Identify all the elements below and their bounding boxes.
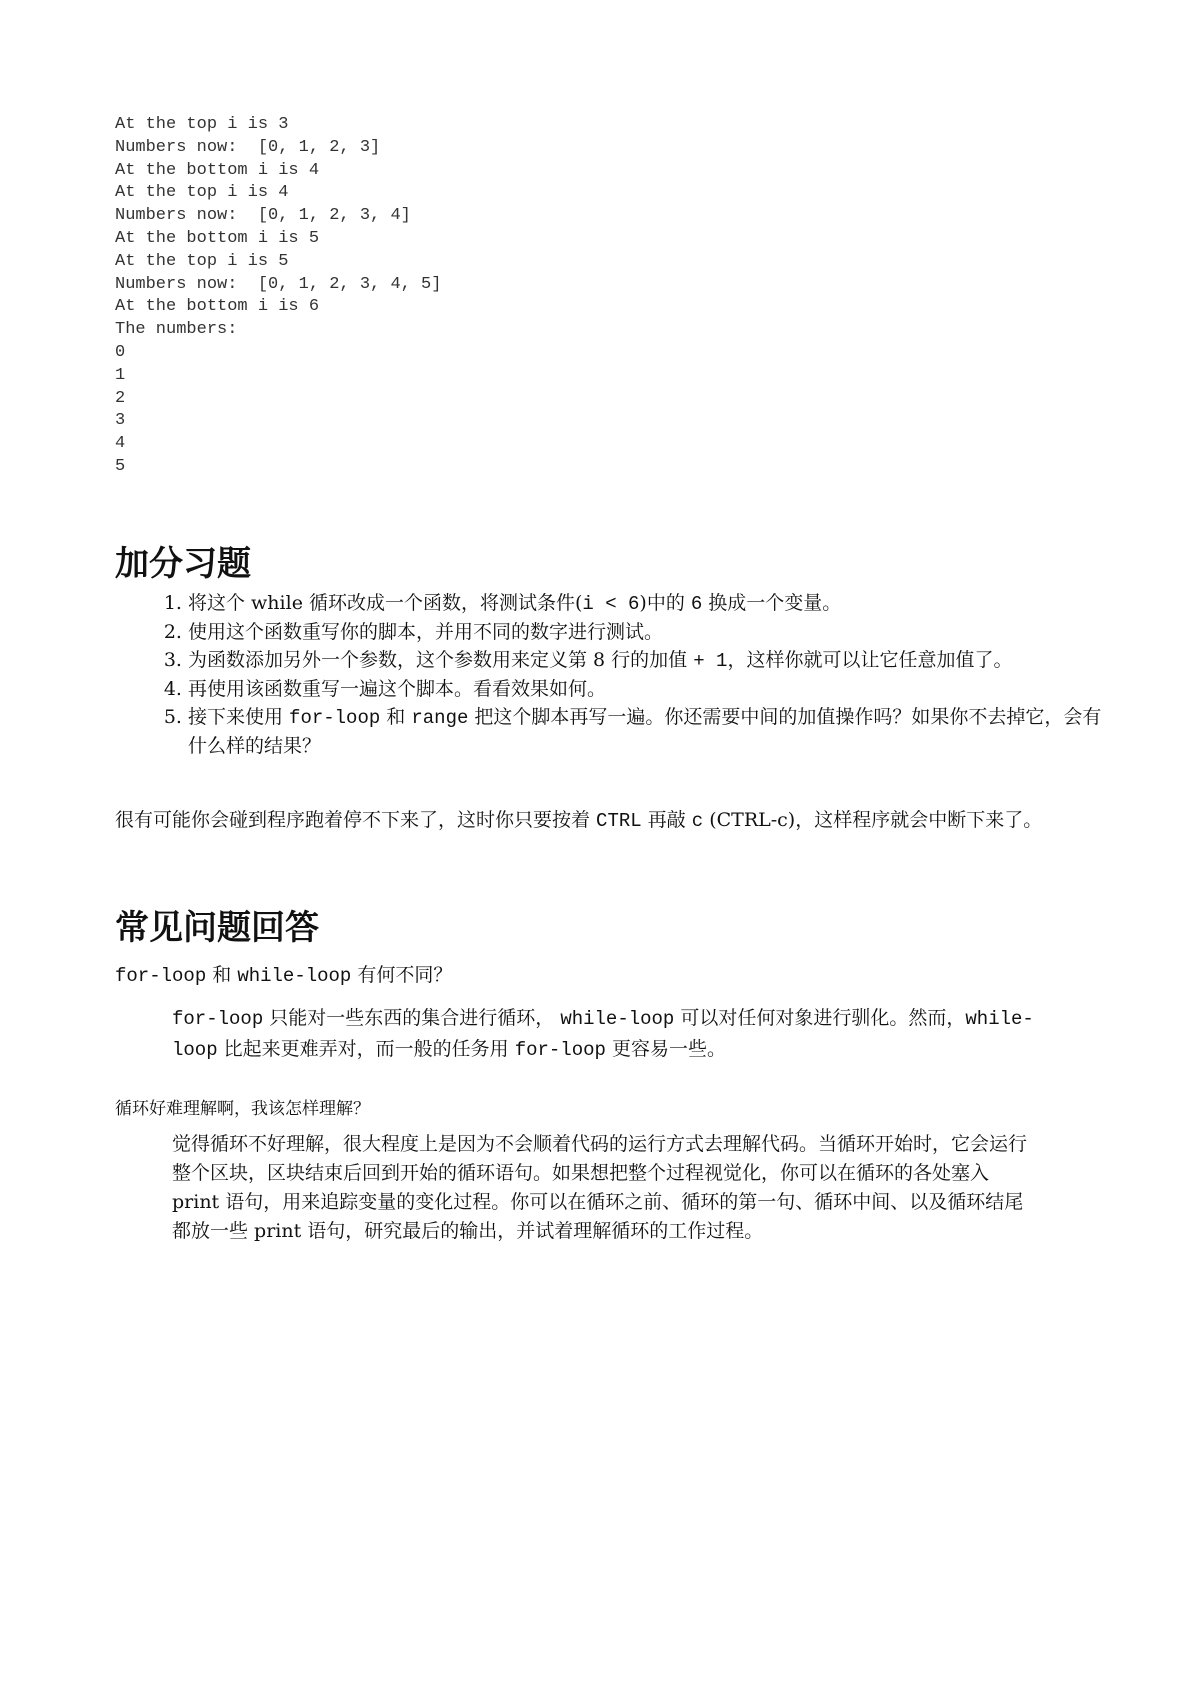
list-item: 2. 使用这个函数重写你的脚本，并用不同的数字进行测试。	[188, 618, 1118, 646]
extra-credit-heading: 加分习题	[115, 544, 251, 584]
code-line: At the top i is 5	[115, 251, 289, 271]
list-item: 4. 再使用该函数重写一遍这个脚本。看看效果如何。	[188, 675, 1118, 703]
code-line: 2	[115, 388, 126, 408]
code-line: Numbers now: [0, 1, 2, 3, 4]	[115, 206, 411, 226]
code-line: At the bottom i is 4	[115, 160, 320, 180]
ctrl-c-note: 很有可能你会碰到程序跑着停不下来了，这时你只要按着 CTRL 再敲 c (CTRL-c)，这样程序就会中断下来了。	[115, 809, 1043, 832]
faq-question-1: for-loop 和 while-loop 有何不同？	[115, 964, 453, 987]
code-line: 4	[115, 434, 126, 454]
code-line: 0	[115, 342, 126, 362]
faq-answer-1: for-loop 只能对一些东西的集合进行循环， while-loop 可以对任何对象进行驯化。然而，while-loop 比起来更难弄对，而一般的任务用 for-loop 更容易一些。	[172, 1007, 1034, 1061]
extra-credit-list	[158, 589, 1118, 760]
list-item: 3. 为函数添加另外一个参数，这个参数用来定义第 8 行的加值 + 1，这样你就可以让它任意加值了。	[188, 646, 1118, 675]
faq-heading: 常见问题回答	[115, 908, 319, 948]
code-line: Numbers now: [0, 1, 2, 3]	[115, 137, 381, 157]
faq-question-2: 循环好难理解啊，我该怎样理解？	[115, 1099, 370, 1119]
code-line: At the top i is 3	[115, 115, 289, 134]
code-line: At the bottom i is 6	[115, 297, 320, 317]
code-output-block	[115, 114, 441, 479]
list-item: 5. 接下来使用 for-loop 和 range 把这个脚本再写一遍。你还需要中间的加值操作吗？如果你不去掉它，会有什么样的结果？	[188, 703, 1118, 760]
list-item: 1. 将这个 while 循环改成一个函数，将测试条件(i < 6)中的 6 换成一个变量。	[188, 589, 1118, 618]
code-line: The numbers:	[115, 320, 238, 340]
code-line: At the top i is 4	[115, 183, 289, 203]
faq-answer-2: 觉得循环不好理解，很大程度上是因为不会顺着代码的运行方式去理解代码。当循环开始时，它会运行整个区块，区块结束后回到开始的循环语句。如果想把整个过程视觉化，你可以在循环的各处塞入 print 语句，用来追踪变量的变化过程。你可以在循环之前、循环的第一句、循环中间、以及循环结尾都放一些 print 语句，研究最后的输出，并试着理解循环的工作过程。	[172, 1133, 1028, 1242]
code-line: At the bottom i is 5	[115, 228, 320, 248]
code-line: Numbers now: [0, 1, 2, 3, 4, 5]	[115, 274, 442, 294]
code-line: 5	[115, 456, 126, 476]
code-line: 3	[115, 411, 126, 431]
code-line: 1	[115, 365, 126, 385]
